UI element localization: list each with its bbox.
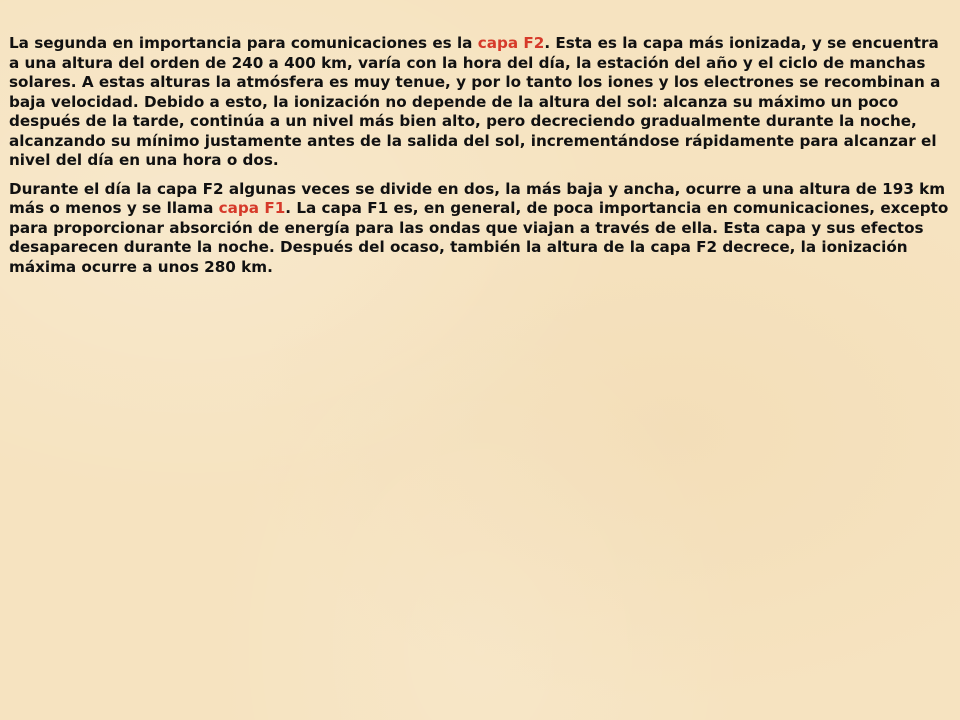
paragraph-text: Durante el día la capa F2 algunas veces se divide en dos, la más baja y ancha, ocurre a una altura de 193 km más o menos y se llama: [9, 179, 946, 217]
text-block: [9, 34, 953, 286]
paragraph-text: La segunda en importancia para comunicaciones es la: [9, 34, 478, 52]
highlight-term-capa-f1: capa F1: [218, 199, 286, 217]
paragraph-capa-f2: [9, 34, 953, 171]
paragraph-capa-f1: [9, 180, 953, 278]
paragraph-text: . La capa F1 es, en general, de poca importancia en comunicaciones, excepto para proporcionar absorción de energía para las ondas que viajan a través de ella. Esta capa y sus efectos desaparecen durante la noche. Después del ocaso, también la altura de la capa F2 decrece, la ionización máxima ocurre a unos 280 km.: [9, 199, 949, 276]
highlight-term-capa-f2: capa F2: [477, 34, 545, 52]
paragraph-text: . Esta es la capa más ionizada, y se encuentra a una altura del orden de 240 a 400 km, varía con la hora del día, la estación del año y el ciclo de manchas solares. A estas alturas la atmósfera es muy tenue, y por lo tanto los iones y los electrones se recombinan a baja velocidad. Debido a esto, la ionización no depende de la altura del sol: alcanza su máximo un poco después de la tarde, continúa a un nivel más bien alto, pero decreciendo gradualmente durante la noche, alcanzando su mínimo justamente antes de la salida del sol, incrementándose rápidamente para alcanzar el nivel del día en una hora o dos.: [9, 34, 941, 169]
